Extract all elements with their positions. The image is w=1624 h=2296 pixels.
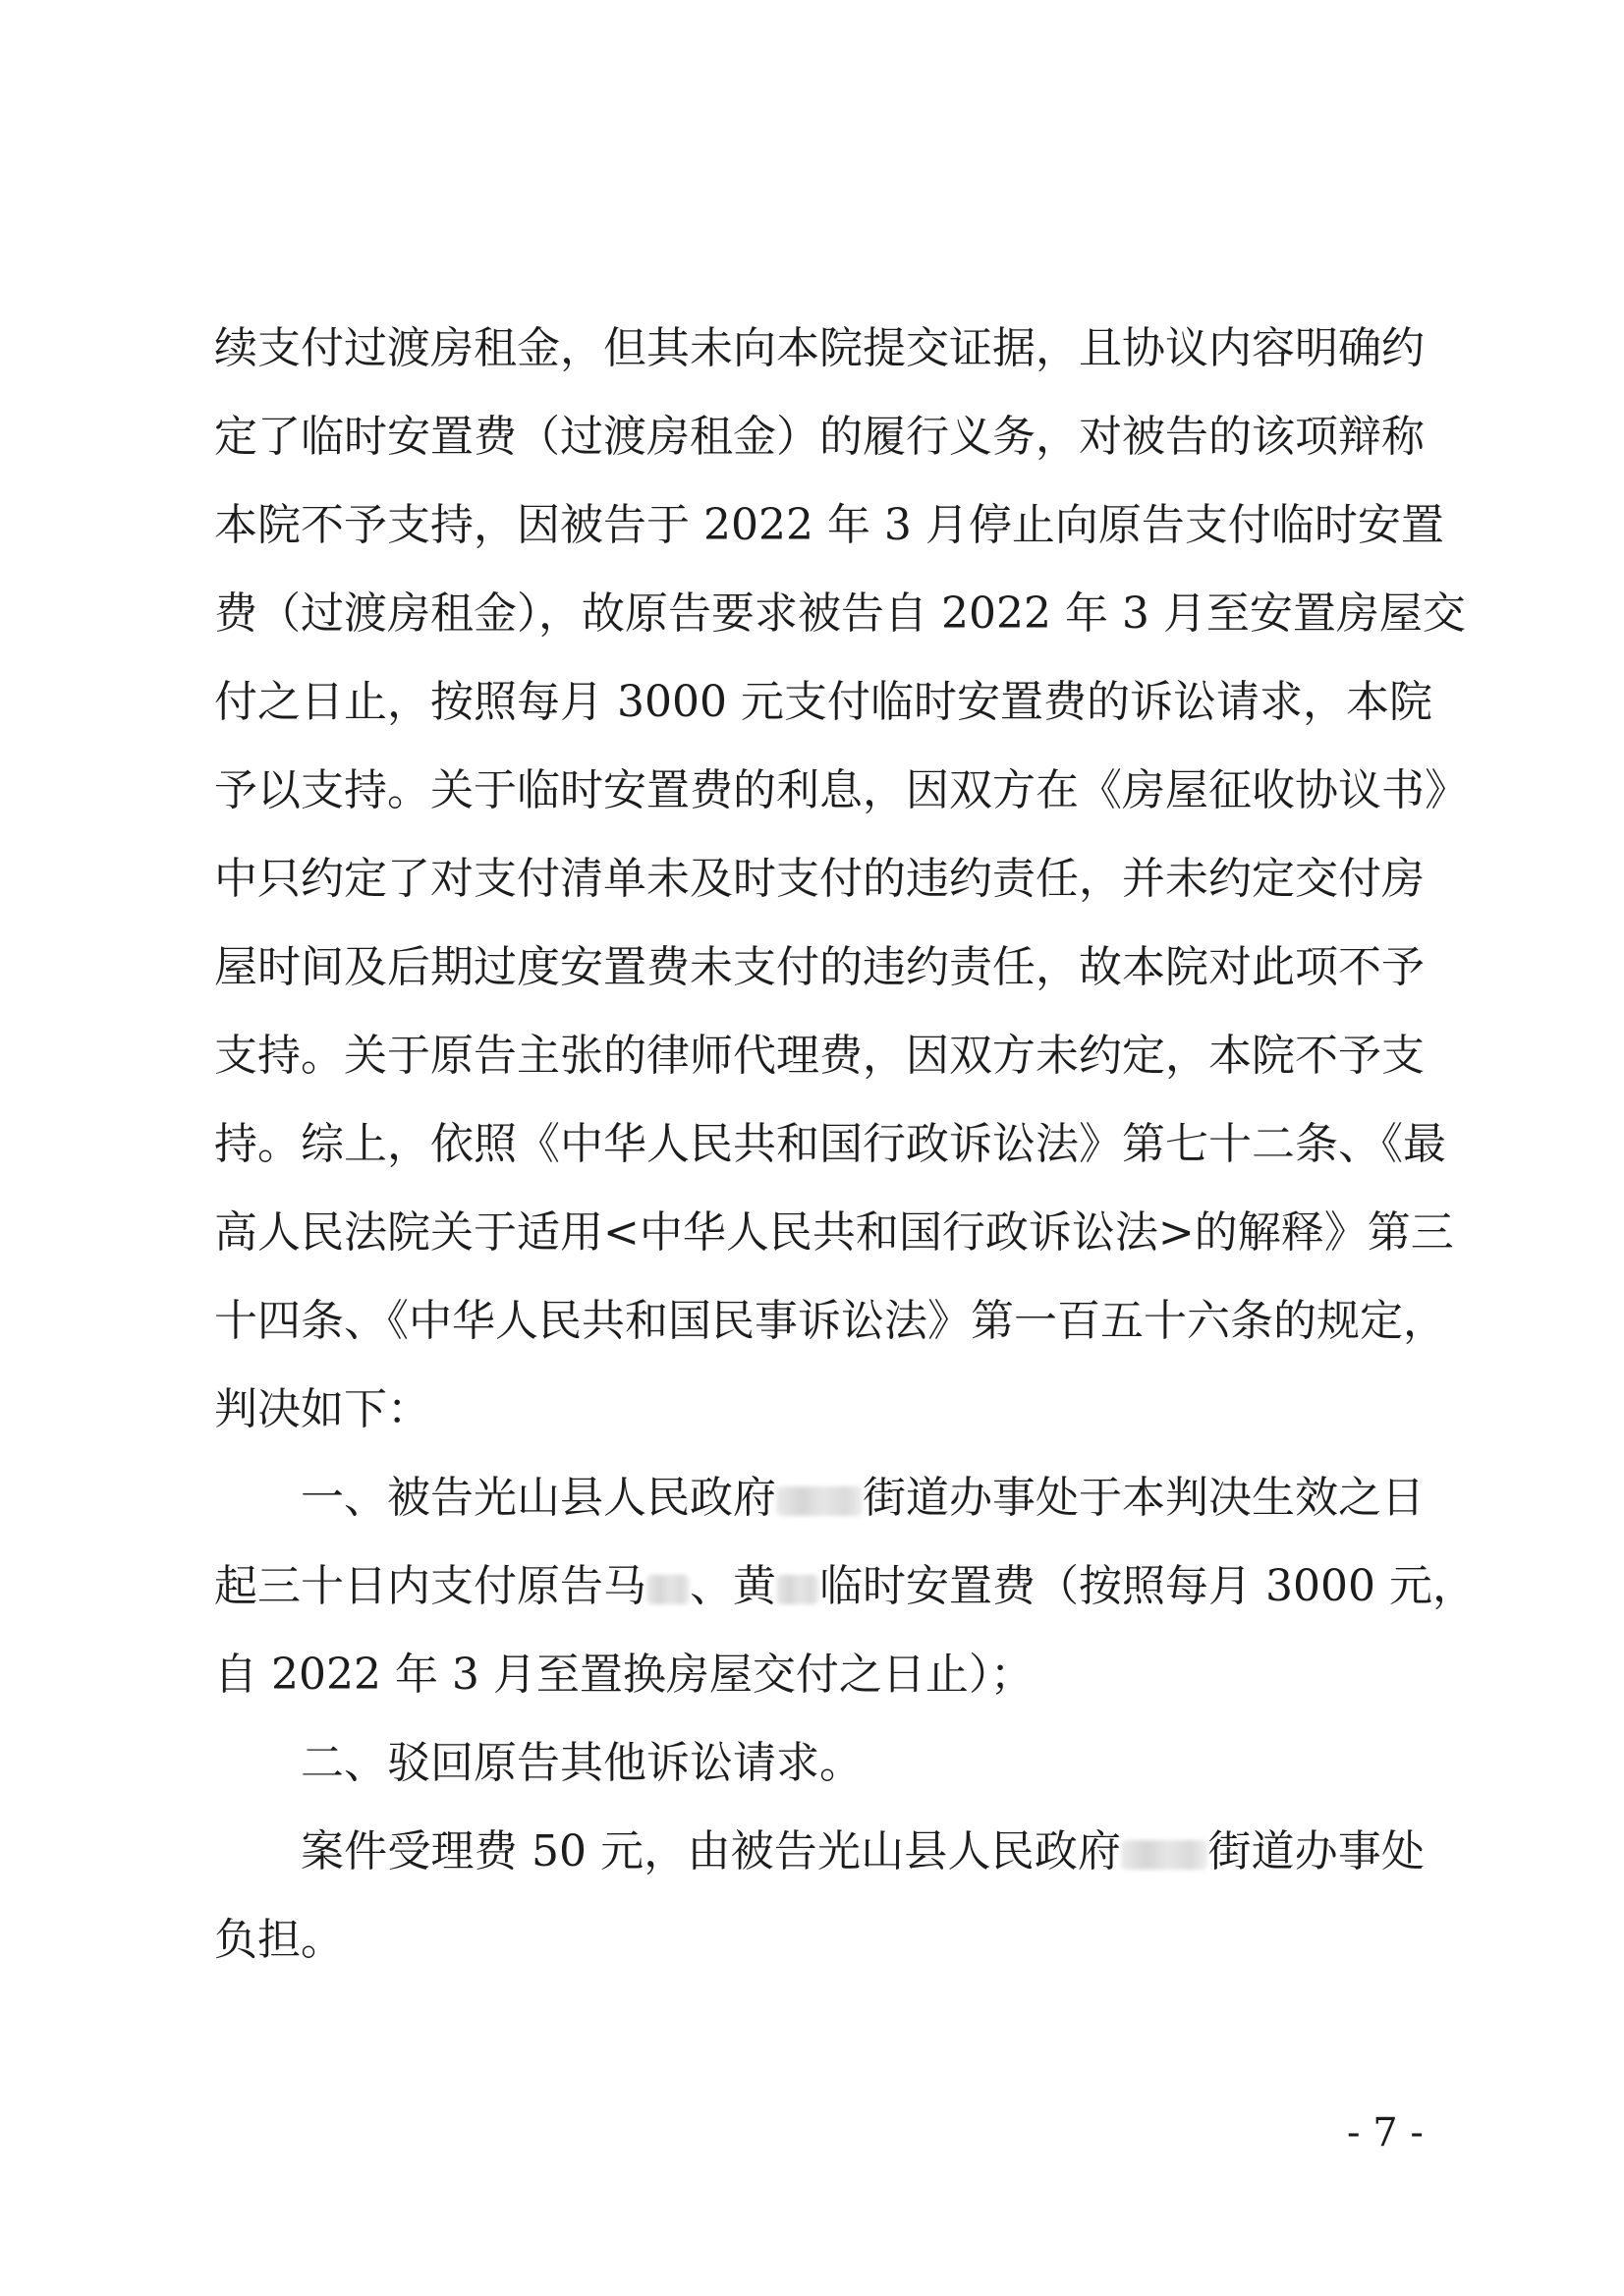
page-number: - 7 -	[1347, 2110, 1424, 2156]
judgment-item-1-text-a: 一、被告光山县人民政府	[301, 1473, 776, 1523]
court-fee-text-a: 案件受理费 50 元，由被告光山县人民政府	[301, 1826, 1122, 1876]
body-line-8: 屋时间及后期过度安置费未支付的违约责任，故本院对此项不予	[214, 942, 1425, 992]
judgment-item-1-text-d: 、黄	[690, 1561, 776, 1611]
redaction-blur	[1121, 1840, 1207, 1870]
body-line-13: 判决如下：	[214, 1384, 430, 1434]
body-line-9: 支持。关于原告主张的律师代理费，因双方未约定，本院不予支	[214, 1031, 1425, 1081]
court-fee-line-2: 负担。	[214, 1915, 344, 1965]
judgment-body	[214, 305, 1476, 1985]
redaction-blur	[646, 1575, 690, 1604]
body-line-6: 予以支持。关于临时安置费的利息，因双方在《房屋征收协议书》	[214, 765, 1468, 815]
body-line-12: 十四条、《中华人民共和国民事诉讼法》第一百五十六条的规定，	[214, 1296, 1446, 1346]
body-line-11: 高人民法院关于适用<中华人民共和国行政诉讼法>的解释》第三	[214, 1207, 1454, 1258]
court-fee-line-1	[214, 1808, 1425, 1896]
judgment-item-1-text-c: 起三十日内支付原告马	[214, 1561, 646, 1611]
judgment-item-2: 二、驳回原告其他诉讼请求。	[301, 1738, 863, 1788]
body-line-10: 持。综上，依照《中华人民共和国行政诉讼法》第七十二条、《最	[214, 1119, 1446, 1169]
body-line-7: 中只约定了对支付清单未及时支付的违约责任，并未约定交付房	[214, 854, 1425, 904]
court-fee-text-b: 街道办事处	[1207, 1826, 1425, 1876]
judgment-item-1-line-1	[214, 1454, 1425, 1542]
redaction-blur	[776, 1486, 863, 1516]
body-line-3: 本院不予支持，因被告于 2022 年 3 月停止向原告支付临时安置	[214, 500, 1444, 550]
body-line-4: 费（过渡房租金），故原告要求被告自 2022 年 3 月至安置房屋交	[214, 588, 1466, 639]
body-line-2: 定了临时安置费（过渡房租金）的履行义务，对被告的该项辩称	[214, 412, 1425, 462]
body-line-5: 付之日止，按照每月 3000 元支付临时安置费的诉讼请求，本院	[214, 677, 1432, 727]
judgment-item-1-line-3: 自 2022 年 3 月至置换房屋交付之日止）；	[214, 1650, 1034, 1700]
redaction-blur	[776, 1575, 819, 1604]
judgment-item-1-line-2	[214, 1542, 1476, 1631]
judgment-item-1-text-e: 临时安置费（按照每月 3000 元，	[819, 1561, 1476, 1611]
body-line-1: 续支付过渡房租金，但其未向本院提交证据，且协议内容明确约	[214, 323, 1425, 373]
judgment-item-1-text-b: 街道办事处于本判决生效之日	[863, 1473, 1425, 1523]
